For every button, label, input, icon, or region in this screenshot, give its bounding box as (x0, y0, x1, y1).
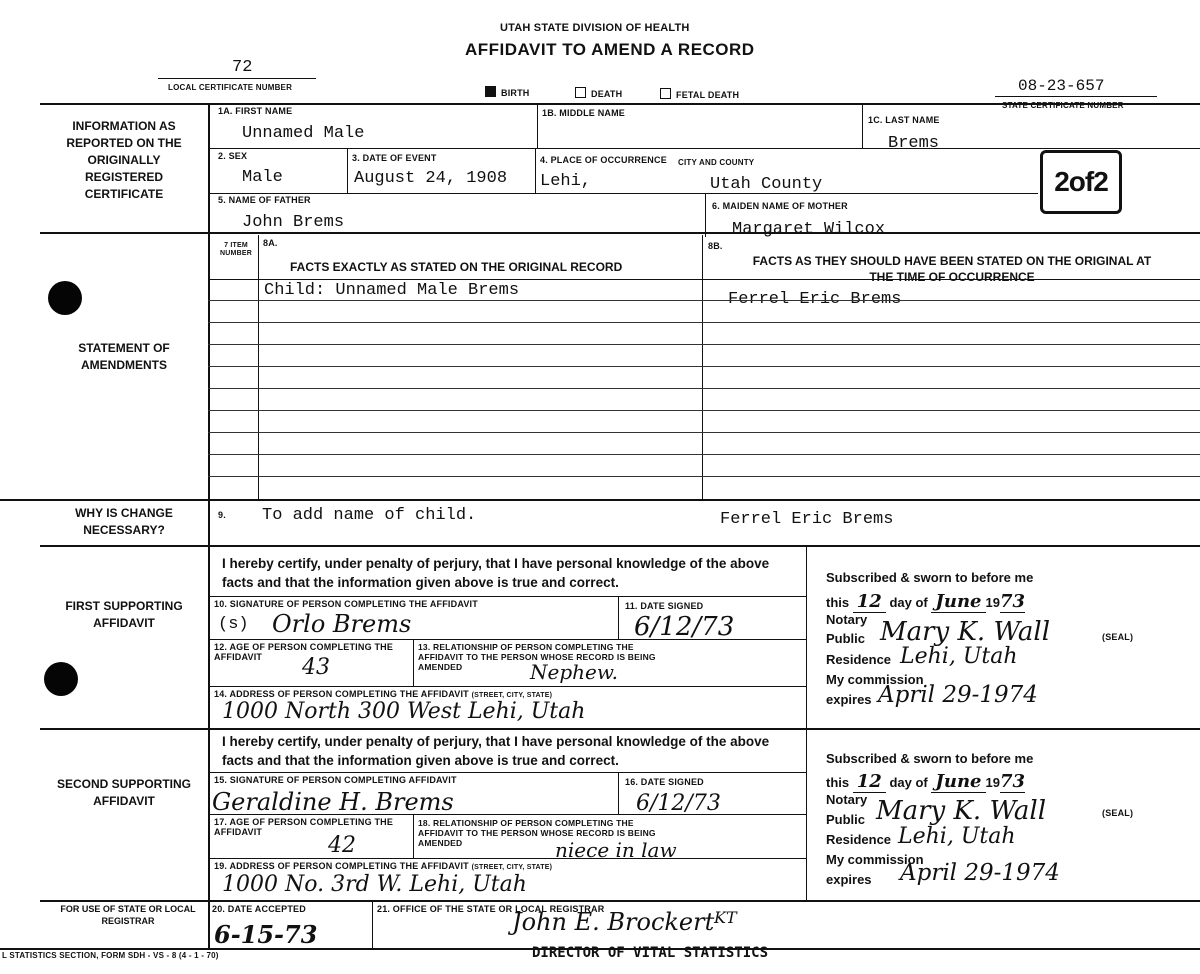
punch-hole (44, 662, 78, 696)
first-notary-word: Notary (826, 612, 868, 627)
father-label: 5. NAME OF FATHER (218, 195, 311, 205)
second-date-value: 6/12/73 (636, 791, 721, 816)
second-notary-date-line: this 12 day of June 1973 (826, 771, 1026, 792)
section-statement: STATEMENT OF AMENDMENTS (78, 341, 170, 372)
second-residence-value: Lehi, Utah (898, 824, 1016, 849)
second-notary-sworn: Subscribed & sworn to before me (826, 751, 1034, 766)
first-address: 1000 North 300 West Lehi, Utah (222, 699, 586, 724)
middle-name-label: 1B. MIDDLE NAME (542, 108, 626, 118)
checkbox-death-box (575, 87, 586, 98)
date-of-event-value: August 24, 1908 (354, 169, 508, 188)
form-footer: L STATISTICS SECTION, FORM SDH - VS - 8 (4 - 1 - 70) (2, 951, 219, 960)
second-public-signature: Mary K. Wall (876, 796, 1047, 826)
section-information: INFORMATION AS REPORTED ON THE ORIGINALLY REGISTERED CERTIFICATE (66, 119, 182, 201)
section-second-affidavit: SECOND SUPPORTING AFFIDAVIT (56, 777, 191, 808)
first-age-value: 43 (302, 655, 330, 680)
why-num: 9. (218, 510, 226, 520)
second-certify-text: I hereby certify, under penalty of perjury, that I have personal knowledge of the above facts and that the information given above is true and correct. (222, 734, 770, 768)
agency-name: UTAH STATE DIVISION OF HEALTH (500, 22, 690, 34)
first-age-label: 12. AGE OF PERSON COMPLETING THE AFFIDAVIT (214, 642, 394, 662)
registrar-initials: KT (714, 908, 737, 927)
state-cert-value: 08-23-657 (1018, 77, 1105, 95)
last-name-value: Brems (888, 134, 940, 153)
first-notary-sworn: Subscribed & sworn to before me (826, 570, 1034, 585)
date-of-event-label: 3. DATE OF EVENT (352, 153, 437, 163)
first-name-value: Unnamed Male (242, 124, 365, 143)
second-expires-value: April 29-1974 (900, 860, 1060, 886)
page-stamp: 2of2 (1040, 150, 1122, 214)
second-signature: Geraldine H. Brems (212, 788, 454, 816)
first-certify-text: I hereby certify, under penalty of perjury, that I have personal knowledge of the above facts and that the information given above is true and correct. (222, 556, 770, 590)
state-cert-label: STATE CERTIFICATE NUMBER (1002, 101, 1124, 110)
first-signature: Orlo Brems (272, 610, 412, 638)
sex-value: Male (242, 168, 283, 187)
place-city-value: Lehi, (540, 172, 592, 191)
first-sig-prefix: (s) (218, 615, 249, 634)
registrar-office-label: 21. OFFICE OF THE STATE OR LOCAL REGISTRAR (377, 904, 605, 914)
first-addr-label: 14. ADDRESS OF PERSON COMPLETING THE AFFIDAVIT (STREET, CITY, STATE) (214, 689, 553, 699)
checkbox-fetal-death-box (660, 88, 671, 99)
place-sub-label: CITY AND COUNTY (678, 158, 755, 167)
place-county-value: Utah County (710, 175, 823, 194)
second-commission-label: My commission (826, 852, 924, 867)
second-expires-label: expires (826, 872, 872, 887)
first-date-value: 6/12/73 (634, 612, 735, 642)
col-8b-num: 8B. (708, 241, 723, 251)
why-name: Ferrel Eric Brems (720, 510, 894, 529)
first-rel-label: 13. RELATIONSHIP OF PERSON COMPLETING THE AFFIDAVIT TO THE PERSON WHOSE RECORD IS BEING AMENDED (418, 642, 656, 672)
checkbox-birth-box (485, 86, 496, 97)
registrar-date-label: 20. DATE ACCEPTED (212, 904, 306, 914)
second-addr-label: 19. ADDRESS OF PERSON COMPLETING THE AFFIDAVIT (STREET, CITY, STATE) (214, 861, 553, 871)
second-notary-word: Notary (826, 792, 868, 807)
second-age-value: 42 (328, 833, 356, 858)
section-first-affidavit: FIRST SUPPORTING AFFIDAVIT (65, 599, 183, 630)
place-label: 4. PLACE OF OCCURRENCE (540, 155, 667, 165)
why-reason: To add name of child. (262, 506, 477, 525)
row1-original: Child: Unnamed Male Brems (264, 281, 520, 300)
last-name-label: 1C. LAST NAME (868, 115, 940, 125)
first-notary-date-line: this 12 day of June 1973 (826, 591, 1026, 612)
second-seal: (SEAL) (1102, 808, 1134, 818)
local-cert-value: 72 (232, 58, 253, 77)
second-public-word: Public (826, 812, 866, 827)
first-relationship: Nephew. (530, 660, 618, 684)
first-sig-label: 10. SIGNATURE OF PERSON COMPLETING THE AFFIDAVIT (214, 599, 478, 609)
first-seal: (SEAL) (1102, 632, 1134, 642)
second-residence-label: Residence (826, 832, 892, 847)
punch-hole (48, 281, 82, 315)
first-residence-label: Residence (826, 652, 892, 667)
item-number-label: 7 ITEM NUMBER (220, 242, 252, 257)
first-public-word: Public (826, 631, 866, 646)
row1-corrected: Ferrel Eric Brems (728, 290, 902, 309)
first-commission-label: My commission (826, 672, 924, 687)
checkbox-birth: BIRTH (485, 86, 530, 98)
first-expires-value: April 29-1974 (878, 682, 1038, 708)
first-expires-label: expires (826, 692, 872, 707)
director-stamp: DIRECTOR OF VITAL STATISTICS (532, 945, 769, 961)
second-rel-label: 18. RELATIONSHIP OF PERSON COMPLETING THE AFFIDAVIT TO THE PERSON WHOSE RECORD IS BEING AMENDED (418, 818, 656, 848)
second-address: 1000 No. 3rd W. Lehi, Utah (222, 872, 527, 897)
father-value: John Brems (242, 213, 345, 232)
registrar-signature: John E. Brockert (512, 908, 715, 936)
second-age-label: 17. AGE OF PERSON COMPLETING THE AFFIDAVIT (214, 817, 394, 837)
second-date-label: 16. DATE SIGNED (625, 777, 704, 787)
first-date-label: 11. DATE SIGNED (625, 601, 704, 611)
col-8b-title: FACTS AS THEY SHOULD HAVE BEEN STATED ON THE ORIGINAL AT THE TIME OF OCCURRENCE (752, 254, 1152, 284)
form-title: AFFIDAVIT TO AMEND A RECORD (465, 40, 755, 59)
checkbox-death: DEATH (575, 87, 622, 99)
first-residence-value: Lehi, Utah (900, 644, 1018, 669)
section-registrar: FOR USE OF STATE OR LOCAL REGISTRAR (60, 904, 196, 926)
mother-value: Margaret Wilcox (732, 220, 886, 239)
col-8a-num: 8A. (263, 238, 278, 248)
col-8a-title: FACTS EXACTLY AS STATED ON THE ORIGINAL RECORD (290, 260, 623, 274)
first-public-signature: Mary K. Wall (880, 617, 1051, 647)
registrar-date-value: 6-15-73 (214, 920, 318, 949)
second-sig-label: 15. SIGNATURE OF PERSON COMPLETING AFFIDAVIT (214, 775, 457, 785)
sex-label: 2. SEX (218, 151, 248, 161)
local-cert-label: LOCAL CERTIFICATE NUMBER (168, 83, 293, 92)
first-name-label: 1A. FIRST NAME (218, 106, 293, 116)
checkbox-fetal-death: FETAL DEATH (660, 88, 739, 100)
mother-label: 6. MAIDEN NAME OF MOTHER (712, 201, 848, 211)
section-why: WHY IS CHANGE NECESSARY? (75, 506, 173, 537)
second-relationship: niece in law (555, 838, 677, 862)
